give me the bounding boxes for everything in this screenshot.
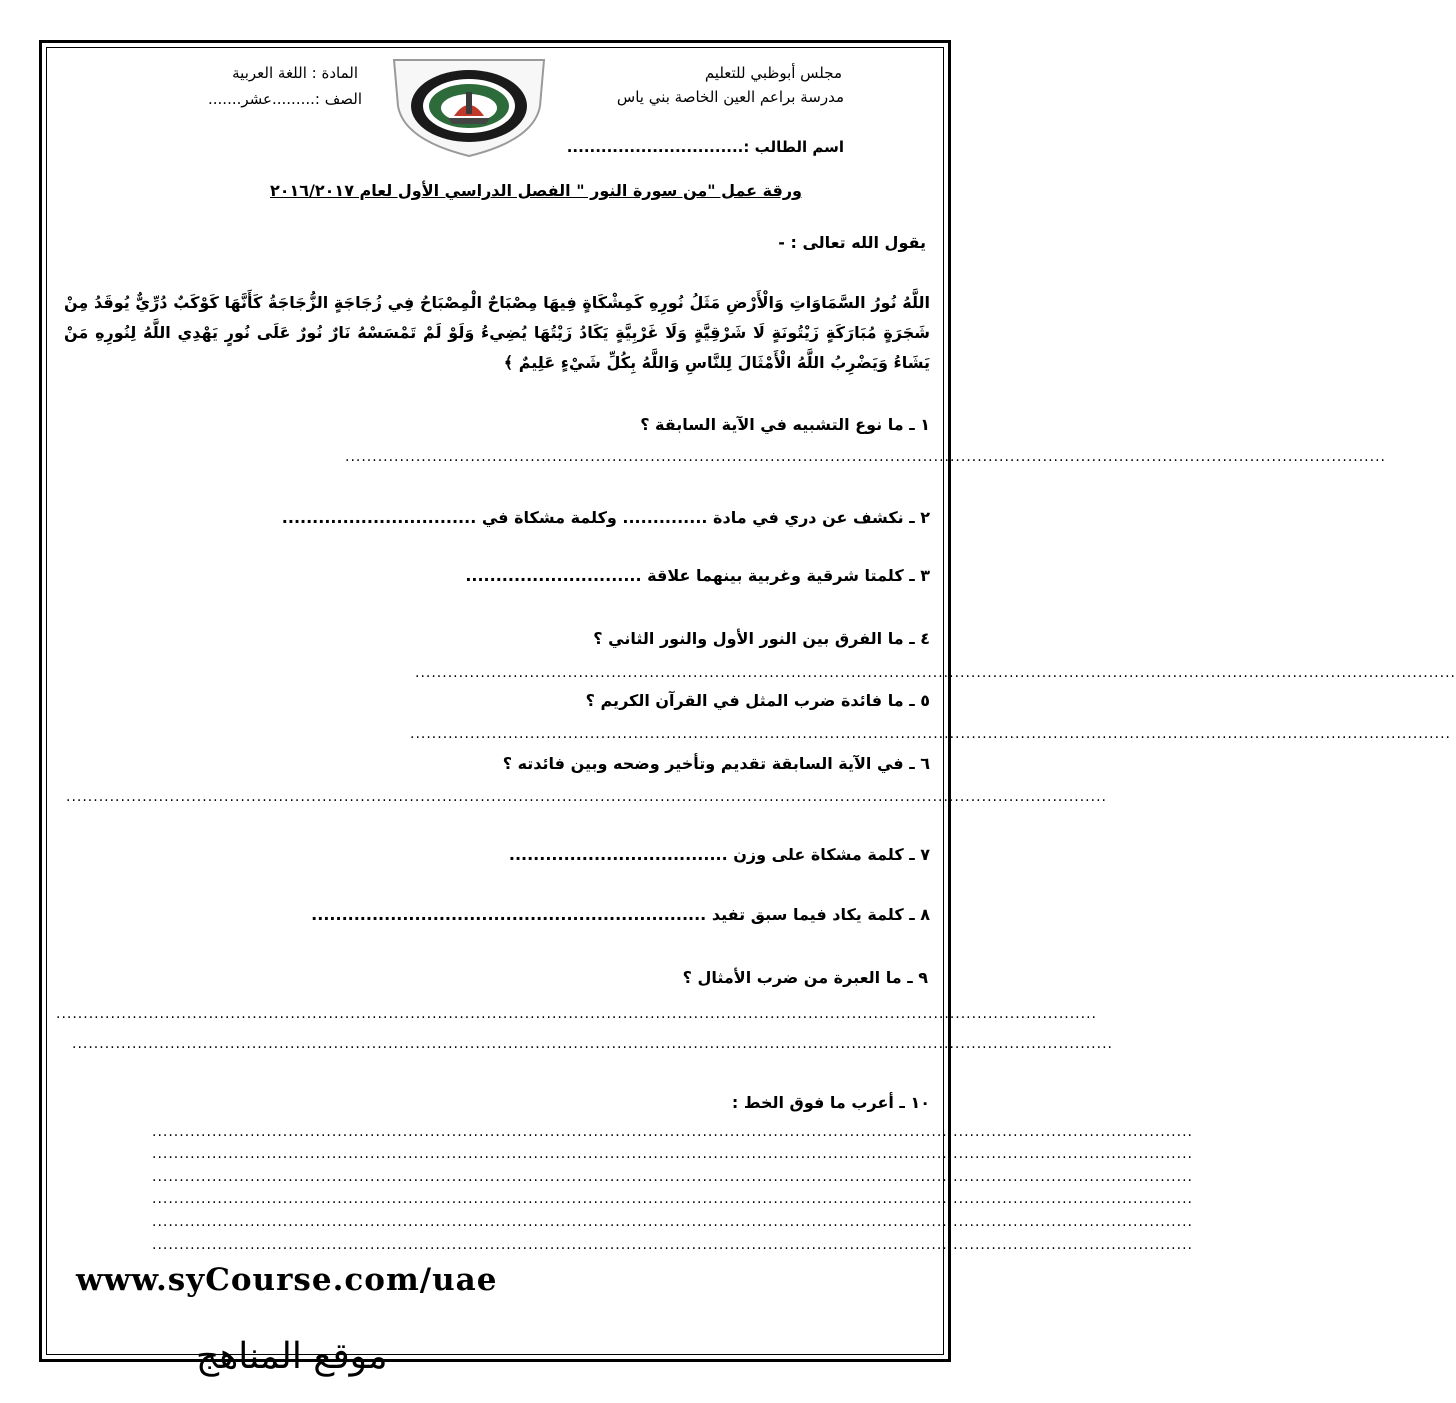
answer-line[interactable]: ...............................................................................................................................................................................................	[415, 665, 1456, 681]
answer-line[interactable]: ...............................................................................................................................................................................................	[152, 1191, 1193, 1207]
question-1: ١ ـ ما نوع التشبيه في الآية السابقة ؟	[640, 415, 930, 434]
grade-label: الصف :.........عشر.......	[208, 90, 362, 108]
council-name: مجلس أبوظبي للتعليم	[704, 64, 842, 82]
student-name-field[interactable]: اسم الطالب :...............................	[566, 138, 844, 156]
answer-line[interactable]: ...............................................................................................................................................................................................	[56, 1006, 1097, 1022]
answer-line[interactable]: ...............................................................................................................................................................................................	[66, 789, 1107, 805]
site-url[interactable]: www.syCourse.com/uae	[76, 1262, 498, 1298]
question-9: ٩ ـ ما العبرة من ضرب الأمثال ؟	[682, 968, 928, 987]
answer-line[interactable]: ...............................................................................................................................................................................................	[410, 726, 1451, 742]
question-5: ٥ ـ ما فائدة ضرب المثل في القرآن الكريم ؟	[585, 691, 930, 710]
verse-intro: يقول الله تعالى : -	[778, 233, 926, 252]
answer-line[interactable]: ...............................................................................................................................................................................................	[72, 1036, 1113, 1052]
worksheet-title: ورقة عمل "من سورة النور " الفصل الدراسي الأول لعام ٢٠١٦/٢٠١٧	[269, 181, 802, 200]
answer-line[interactable]: ...............................................................................................................................................................................................	[152, 1214, 1193, 1230]
quran-verse: اللَّهُ نُورُ السَّمَاوَاتِ وَالْأَرْضِ مَثَلُ نُورِهِ كَمِشْكَاةٍ فِيهَا مِصْبَاحٌ الْمِصْبَاحُ فِي زُجَاجَةٍ الزُّجَاجَةُ كَأَنَّهَا كَوْكَبٌ دُرِّيٌّ يُوقَدُ مِنْ شَجَرَةٍ مُبَارَكَةٍ زَيْتُونَةٍ لَا شَرْقِيَّةٍ وَلَا غَرْبِيَّةٍ يَكَادُ زَيْتُهَا يُضِيءُ وَلَوْ لَمْ تَمْسَسْهُ نَارٌ نُورٌ عَلَى نُورٍ يَهْدِي اللَّهُ لِنُورِهِ مَنْ يَشَاءُ وَيَضْرِبُ اللَّهُ الْأَمْثَالَ لِلنَّاسِ وَاللَّهُ بِكُلِّ شَيْءٍ عَلِيمٌ ﴾	[64, 293, 930, 372]
school-name: مدرسة براعم العين الخاصة بني ياس	[616, 88, 844, 106]
school-logo	[388, 54, 550, 159]
answer-line[interactable]: ...............................................................................................................................................................................................	[152, 1124, 1193, 1140]
question-4: ٤ ـ ما الفرق بين النور الأول والنور الثاني ؟	[593, 629, 930, 648]
answer-line[interactable]: ...............................................................................................................................................................................................	[152, 1146, 1193, 1162]
answer-line[interactable]: ...............................................................................................................................................................................................	[152, 1237, 1193, 1253]
question-8: ٨ ـ كلمة يكاد فيما سبق تفيد .................................................................	[311, 905, 930, 924]
question-7: ٧ ـ كلمة مشكاة على وزن ....................................	[508, 845, 930, 864]
question-10: ١٠ ـ أعرب ما فوق الخط :	[731, 1093, 930, 1112]
site-signature: موقع المناهج	[196, 1336, 388, 1377]
answer-line[interactable]: ...............................................................................................................................................................................................	[152, 1169, 1193, 1185]
question-3: ٣ ـ كلمتا شرقية وغربية بينهما علاقة .............................	[465, 566, 930, 585]
question-2: ٢ ـ نكشف عن دري في مادة .............. وكلمة مشكاة في ................................	[281, 508, 930, 527]
question-6: ٦ ـ في الآية السابقة تقديم وتأخير وضحه وبين فائدته ؟	[502, 754, 930, 773]
subject-label: المادة : اللغة العربية	[232, 64, 358, 82]
answer-line[interactable]: ...............................................................................................................................................................................................	[345, 449, 1386, 465]
